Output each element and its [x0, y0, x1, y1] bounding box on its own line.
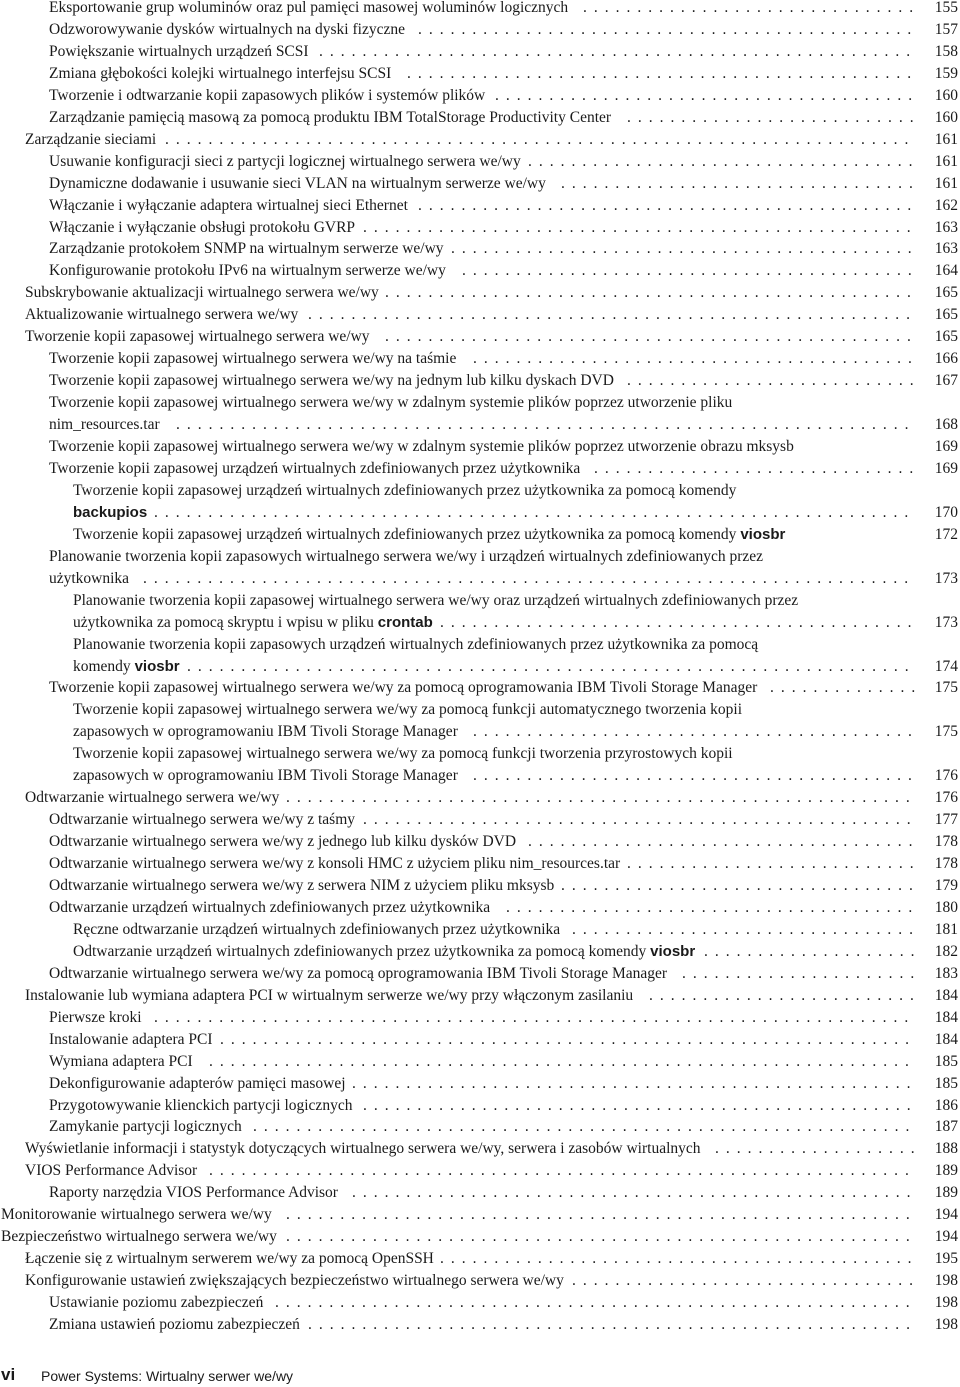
toc-page-number: 168: [934, 416, 958, 434]
toc-entry-title: Tworzenie i odtwarzanie kopii zapasowych plików i systemów plików: [49, 86, 486, 104]
toc-entry-title: Dekonfigurowanie adapterów pamięci masowej: [49, 1074, 346, 1092]
toc-entry-title: Zarządzanie protokołem SNMP na wirtualnym serwerze we/wy: [49, 240, 444, 258]
toc-leader-dots: ..........................................................: [286, 1228, 917, 1246]
toc-page-number: 170: [934, 503, 958, 521]
toc-leader-dots: ....................: [704, 942, 922, 960]
toc-entry[interactable]: [0, 656, 960, 678]
toc-leader-dots: ........................................................: [308, 306, 917, 324]
toc-entry-title: Eksportowanie grup woluminów oraz pul pamięci masowej woluminów logicznych: [49, 0, 569, 16]
toc-page-number: 189: [934, 1162, 958, 1180]
toc-entry-title: Zamykanie partycji logicznych: [49, 1118, 242, 1136]
toc-page-number: 164: [934, 262, 958, 280]
toc-entry[interactable]: [0, 238, 960, 260]
toc-page-number: 182: [934, 942, 958, 960]
toc-entry[interactable]: [0, 941, 960, 963]
toc-page-number: 163: [934, 218, 958, 236]
toc-page-number: 157: [934, 20, 958, 38]
toc-page-number: 161: [934, 130, 958, 148]
toc-leader-dots: ..........................................................: [286, 789, 917, 807]
toc-page-number: 185: [934, 1052, 958, 1070]
toc-entry[interactable]: [0, 502, 960, 524]
toc-leader-dots: ...........................................: [451, 240, 919, 258]
toc-entry[interactable]: [0, 151, 960, 173]
toc-entry[interactable]: [0, 1029, 960, 1051]
toc-leader-dots: ...................................................: [363, 218, 918, 236]
toc-entry-line[interactable]: [0, 634, 960, 656]
toc-entry[interactable]: [0, 348, 960, 370]
toc-entry-title: Tworzenie kopii zapasowej wirtualnego serwera we/wy za pomocą funkcji automatycznego tworzenia kopii: [73, 701, 743, 719]
toc-entry-title: Odtwarzanie urządzeń wirtualnych zdefiniowanych przez użytkownika za pomocą komendy viosbr: [73, 942, 696, 960]
toc-leader-dots: ...............................: [583, 0, 921, 16]
toc-leader-dots: .........................................: [473, 350, 919, 368]
toc-page-number: 187: [934, 1118, 958, 1136]
toc-entry-title: Planowanie tworzenia kopii zapasowych urządzeń wirtualnych zdefiniowanych przez użytkownika za pomocą: [73, 635, 759, 653]
toc-entry-title: Odtwarzanie wirtualnego serwera we/wy z jednego lub kilku dysków DVD: [49, 833, 517, 851]
toc-entry[interactable]: [0, 85, 960, 107]
toc-entry-title: Pierwsze kroki: [49, 1008, 142, 1026]
toc-entry[interactable]: [0, 787, 960, 809]
toc-entry[interactable]: [0, 436, 960, 458]
toc-page-number: 161: [934, 174, 958, 192]
toc-entry-title: Ręczne odtwarzanie urządzeń wirtualnych zdefiniowanych przez użytkownika: [73, 920, 561, 938]
toc-entry-title: Tworzenie kopii zapasowej wirtualnego serwera we/wy za pomocą oprogramowania IBM Tivoli Storage Manager: [49, 679, 758, 697]
toc-page-number: 169: [934, 459, 958, 477]
toc-page-number: 194: [934, 1206, 958, 1224]
toc-entry[interactable]: [0, 1270, 960, 1292]
toc-entry[interactable]: [0, 1248, 960, 1270]
toc-entry-line[interactable]: [0, 743, 960, 765]
toc-leader-dots: ........................................................: [308, 1316, 917, 1333]
toc-leader-dots: ......................................................................: [154, 503, 916, 521]
toc-entry-title: Bezpieczeństwo wirtualnego serwera we/wy: [1, 1228, 277, 1246]
toc-page-number: 172: [934, 525, 958, 543]
toc-entry-title: Zmiana głębokości kolejki wirtualnego interfejsu SCSI: [49, 64, 392, 82]
toc-entry-title: Przygotowywanie klienckich partycji logicznych: [49, 1096, 353, 1114]
toc-leader-dots: ..........................................................: [286, 1206, 917, 1224]
toc-entry[interactable]: [0, 414, 960, 436]
toc-leader-dots: .........................................: [473, 723, 919, 741]
toc-entry-line[interactable]: [0, 546, 960, 568]
toc-entry-title: Tworzenie kopii zapasowej wirtualnego serwera we/wy: [25, 328, 370, 346]
toc-entry-title: Zarządzanie sieciami: [25, 130, 157, 148]
toc-entry[interactable]: [0, 129, 960, 151]
toc-entry[interactable]: [0, 458, 960, 480]
toc-page-number: 162: [934, 196, 958, 214]
toc-entry[interactable]: [0, 282, 960, 304]
toc-entry[interactable]: [0, 831, 960, 853]
toc-entry[interactable]: [0, 809, 960, 831]
toc-command-name: viosbr: [740, 525, 786, 543]
toc-entry-title: Aktualizowanie wirtualnego serwera we/wy: [25, 306, 299, 324]
toc-entry-title: użytkownika: [49, 569, 130, 587]
toc-entry-title: Odtwarzanie wirtualnego serwera we/wy z taśmy: [49, 811, 356, 829]
toc-leader-dots: .....................................................................: [165, 130, 916, 148]
toc-entry-title: Konfigurowanie ustawień zwiększających bezpieczeństwo wirtualnego serwera we/wy: [25, 1272, 564, 1290]
toc-entry-title: VIOS Performance Advisor: [25, 1162, 198, 1180]
toc-entry[interactable]: [0, 107, 960, 129]
toc-leader-dots: ..............: [770, 679, 923, 697]
toc-entry-line[interactable]: [0, 699, 960, 721]
toc-entry[interactable]: [0, 524, 960, 546]
toc-entry-title: Tworzenie kopii zapasowej wirtualnego serwera we/wy za pomocą funkcji tworzenia przyrostowych kopii: [73, 745, 733, 763]
toc-page-number: 165: [934, 284, 958, 302]
toc-page-number: 178: [934, 833, 958, 851]
toc-entry-title: [73, 502, 147, 524]
toc-leader-dots: .................................................................: [209, 1052, 916, 1070]
toc-leader-dots: ....................................................: [352, 1184, 918, 1202]
toc-page-number: 184: [934, 1008, 958, 1026]
toc-command-name: viosbr: [650, 942, 696, 960]
toc-leader-dots: ...............................................: [407, 64, 919, 82]
toc-entry[interactable]: [0, 1292, 960, 1314]
footer-document-title: Power Systems: Wirtualny serwer we/wy: [41, 1368, 294, 1384]
toc-entry-title: Tworzenie kopii zapasowej urządzeń wirtualnych zdefiniowanych przez użytkownika za pomocą komendy: [73, 481, 737, 499]
toc-page-number: 158: [934, 42, 958, 60]
toc-page-number: 198: [934, 1294, 958, 1312]
toc-entry-title: Zmiana ustawień poziomu zabezpieczeń: [49, 1316, 300, 1333]
toc-entry[interactable]: [0, 217, 960, 239]
toc-leader-dots: .......................................................................: [143, 569, 916, 587]
toc-entry-title: Łączenie się z wirtualnym serwerem we/wy za pomocą OpenSSH: [25, 1250, 434, 1268]
toc-entry-title: Tworzenie kopii zapasowej wirtualnego serwera we/wy na jednym lub kilku dyskach DVD: [49, 372, 614, 390]
toc-command-name: viosbr: [134, 657, 180, 675]
toc-entry-line[interactable]: [0, 480, 960, 502]
toc-entry-title: Subskrybowanie aktualizacji wirtualnego serwera we/wy: [25, 284, 379, 302]
footer-page-number: vi: [1, 1365, 16, 1384]
toc-leader-dots: .................................................: [385, 284, 918, 302]
toc-page-number: 163: [934, 240, 958, 258]
toc-entry[interactable]: [0, 721, 960, 743]
toc-entry-title: Tworzenie kopii zapasowej wirtualnego serwera we/wy w zdalnym systemie plików poprzez utworzenie obrazu mksysb: [49, 438, 794, 455]
toc-page-number: 176: [934, 789, 958, 807]
toc-entry[interactable]: [0, 677, 960, 699]
toc-entry-title: Odtwarzanie wirtualnego serwera we/wy: [25, 789, 280, 807]
toc-entry-title: Tworzenie kopii zapasowej urządzeń wirtualnych zdefiniowanych przez użytkownika: [49, 459, 581, 477]
toc-entry-title: Włączanie i wyłączanie adaptera wirtualnej sieci Ethernet: [49, 196, 408, 214]
toc-leader-dots: .............................................................: [253, 1118, 917, 1136]
toc-leader-dots: ...................................................: [363, 1096, 918, 1114]
toc-page-number: 169: [934, 438, 958, 455]
toc-entry[interactable]: [0, 19, 960, 41]
toc-entry-title: Instalowanie adaptera PCI: [49, 1030, 213, 1048]
toc-leader-dots: ................................: [572, 1272, 920, 1290]
toc-entry-title: Wyświetlanie informacji i statystyk dotyczących wirtualnego serwera we/wy, serwera i zasobów wirtualnych: [25, 1140, 701, 1158]
page-footer: [0, 1364, 960, 1386]
toc-entry[interactable]: [0, 173, 960, 195]
toc-page-number: 160: [934, 108, 958, 126]
toc-leader-dots: ..............................................: [418, 196, 919, 214]
toc-page-number: 166: [934, 350, 958, 368]
toc-leader-dots: ..........................................: [462, 262, 919, 280]
toc-leader-dots: ................................................................: [220, 1030, 916, 1048]
toc-entry[interactable]: [0, 1073, 960, 1095]
toc-page-number: 185: [934, 1074, 958, 1092]
toc-page-number: 198: [934, 1316, 958, 1333]
toc-entry[interactable]: [0, 63, 960, 85]
toc-page-number: 161: [934, 152, 958, 170]
toc-leader-dots: ...........................................................: [275, 1294, 917, 1312]
toc-entry-title: Usuwanie konfiguracji sieci z partycji logicznej wirtualnego serwera we/wy: [49, 152, 521, 170]
toc-command-name: backupios: [73, 503, 148, 521]
toc-leader-dots: ....................................: [528, 152, 920, 170]
toc-page-number: 155: [934, 0, 958, 16]
toc-entry-title: nim_resources.tar: [49, 416, 160, 434]
toc-entry[interactable]: [0, 195, 960, 217]
toc-leader-dots: .................................: [561, 877, 920, 894]
toc-page-number: 177: [934, 811, 958, 829]
toc-entry-title: Instalowanie lub wymiana adaptera PCI w wirtualnym serwerze we/wy przy włączonym zasilaniu: [25, 986, 634, 1004]
toc-entry[interactable]: [0, 1314, 960, 1336]
toc-entry-title: Włączanie i wyłączanie obsługi protokołu GVRP: [49, 218, 356, 236]
toc-entry-title: Odtwarzanie urządzeń wirtualnych zdefiniowanych przez użytkownika: [49, 898, 491, 916]
toc-page-number: 184: [934, 986, 958, 1004]
toc-entry[interactable]: [0, 1204, 960, 1226]
toc-leader-dots: ............................................: [440, 1250, 919, 1268]
toc-leader-dots: ......................................: [506, 898, 920, 916]
toc-entry[interactable]: [0, 0, 960, 19]
toc-entry[interactable]: [0, 985, 960, 1007]
toc-page-number: 188: [934, 1140, 958, 1158]
toc-entry[interactable]: [0, 41, 960, 63]
toc-entry[interactable]: [0, 1051, 960, 1073]
toc-entry-title: Tworzenie kopii zapasowej wirtualnego serwera we/wy na taśmie: [49, 350, 457, 368]
toc-entry[interactable]: [0, 897, 960, 919]
toc-entry[interactable]: [0, 1182, 960, 1204]
toc-entry[interactable]: [0, 875, 960, 897]
toc-leader-dots: ..............................: [594, 459, 921, 477]
toc-page-number: 160: [934, 86, 958, 104]
toc-entry[interactable]: [0, 326, 960, 348]
toc-leader-dots: ...........................: [627, 108, 921, 126]
toc-leader-dots: .................................: [561, 174, 920, 192]
toc-entry-title: Dynamiczne dodawanie i usuwanie sieci VLAN na wirtualnym serwerze we/wy: [49, 174, 546, 192]
toc-page-number: 179: [934, 877, 958, 894]
toc-entry-title: zapasowych w oprogramowaniu IBM Tivoli Storage Manager: [73, 767, 458, 785]
toc-leader-dots: .................................................: [385, 328, 918, 346]
toc-entry-title: Konfigurowanie protokołu IPv6 na wirtualnym serwerze we/wy: [49, 262, 446, 280]
toc-page-number: 159: [934, 64, 958, 82]
toc-entry-title: Powiększanie wirtualnych urządzeń SCSI: [49, 42, 309, 60]
toc-leader-dots: ................................: [572, 920, 920, 938]
toc-page-number: 165: [934, 306, 958, 324]
toc-entry[interactable]: [0, 568, 960, 590]
toc-page-number: 165: [934, 328, 958, 346]
toc-entry[interactable]: [0, 304, 960, 326]
toc-page-number: 180: [934, 898, 958, 916]
toc-page-number: 173: [934, 613, 958, 631]
toc-leader-dots: .........................: [649, 986, 921, 1004]
toc-page-number: 175: [934, 723, 958, 741]
toc-entry-title: Ustawianie poziomu zabezpieczeń: [49, 1294, 264, 1312]
toc-leader-dots: ......................: [682, 964, 922, 982]
toc-entry-title: Planowanie tworzenia kopii zapasowej wirtualnego serwera we/wy oraz urządzeń wirtualnych zdefiniowanych przez: [73, 591, 799, 609]
toc-entry-title: Planowanie tworzenia kopii zapasowych wirtualnego serwera we/wy i urządzeń wirtualnych zdefiniowanych przez: [49, 547, 764, 565]
toc-entry[interactable]: [0, 1160, 960, 1182]
toc-leader-dots: .......................................................: [319, 42, 918, 60]
toc-leader-dots: .................................................................: [209, 1162, 916, 1180]
toc-entry-title: Tworzenie kopii zapasowej urządzeń wirtualnych zdefiniowanych przez użytkownika za pomocą komendy viosbr: [73, 525, 786, 543]
toc-entry[interactable]: [0, 612, 960, 634]
toc-page-number: 186: [934, 1096, 958, 1114]
toc-entry[interactable]: [0, 765, 960, 787]
toc-page-number: 194: [934, 1228, 958, 1246]
toc-entry-title: Odtwarzanie wirtualnego serwera we/wy z serwera NIM z użyciem pliku mksysb: [49, 877, 555, 894]
toc-leader-dots: ...................................................................: [187, 657, 916, 675]
toc-entry-title: Raporty narzędzia VIOS Performance Advisor: [49, 1184, 338, 1202]
toc-leader-dots: ....................................: [528, 833, 920, 851]
toc-entry[interactable]: [0, 1138, 960, 1160]
toc-entry-title: Odtwarzanie wirtualnego serwera we/wy z konsoli HMC z użyciem pliku nim_resources.tar: [49, 855, 621, 873]
toc-entry-title: Odtwarzanie wirtualnego serwera we/wy za pomocą oprogramowania IBM Tivoli Storage Manager: [49, 964, 668, 982]
toc-entry[interactable]: [0, 260, 960, 282]
toc-entry[interactable]: [0, 963, 960, 985]
toc-page-number: 184: [934, 1030, 958, 1048]
toc-entry[interactable]: [0, 1095, 960, 1117]
toc-leader-dots: ...........................: [627, 372, 921, 390]
toc-page-number: 189: [934, 1184, 958, 1202]
toc-entry-line[interactable]: [0, 590, 960, 612]
toc-entry-title: Odzworowywanie dysków wirtualnych na dyski fizyczne: [49, 20, 405, 38]
toc-entry[interactable]: [0, 1116, 960, 1138]
toc-leader-dots: ....................................................: [352, 1074, 918, 1092]
toc-entry-title: komendy viosbr: [73, 657, 180, 675]
toc-leader-dots: ...........................: [627, 855, 921, 873]
toc-entry-title: zapasowych w oprogramowaniu IBM Tivoli Storage Manager: [73, 723, 458, 741]
toc-leader-dots: ......................................................................: [154, 1008, 916, 1026]
toc-leader-dots: ...................: [715, 1140, 922, 1158]
toc-command-name: crontab: [377, 613, 433, 631]
toc-entry[interactable]: [0, 1226, 960, 1248]
toc-page-number: 178: [934, 855, 958, 873]
toc-leader-dots: ....................................................................: [176, 416, 916, 434]
toc-page-number: 176: [934, 767, 958, 785]
toc-page-number: 195: [934, 1250, 958, 1268]
toc-entry[interactable]: [0, 370, 960, 392]
toc-leader-dots: .........................................: [473, 767, 919, 785]
toc-entry[interactable]: [0, 919, 960, 941]
toc-page-number: 175: [934, 679, 958, 697]
toc-entry-title: Zarządzanie pamięcią masową za pomocą produktu IBM TotalStorage Productivity Center: [49, 108, 612, 126]
toc-page-number: 198: [934, 1272, 958, 1290]
toc-leader-dots: ............................................: [440, 613, 919, 631]
toc-page-number: 167: [934, 372, 958, 390]
toc-entry-title: Tworzenie kopii zapasowej wirtualnego serwera we/wy w zdalnym systemie plików poprzez utworzenie pliku: [49, 394, 733, 412]
toc-entry[interactable]: [0, 1007, 960, 1029]
toc-page-number: 183: [934, 964, 958, 982]
toc-leader-dots: .......................................: [495, 86, 920, 104]
toc-leader-dots: ...................................................: [363, 811, 918, 829]
toc-page-number: 174: [934, 657, 958, 675]
toc-page-number: 181: [934, 920, 958, 938]
toc-page-number: 173: [934, 569, 958, 587]
toc-entry-title: użytkownika za pomocą skryptu i wpisu w pliku crontab: [73, 613, 433, 631]
toc-entry-title: Wymiana adaptera PCI: [49, 1052, 193, 1070]
toc-entry-line[interactable]: [0, 392, 960, 414]
toc-leader-dots: ..............................................: [418, 20, 919, 38]
toc-entry-title: Monitorowanie wirtualnego serwera we/wy: [1, 1206, 272, 1224]
toc-entry[interactable]: [0, 853, 960, 875]
